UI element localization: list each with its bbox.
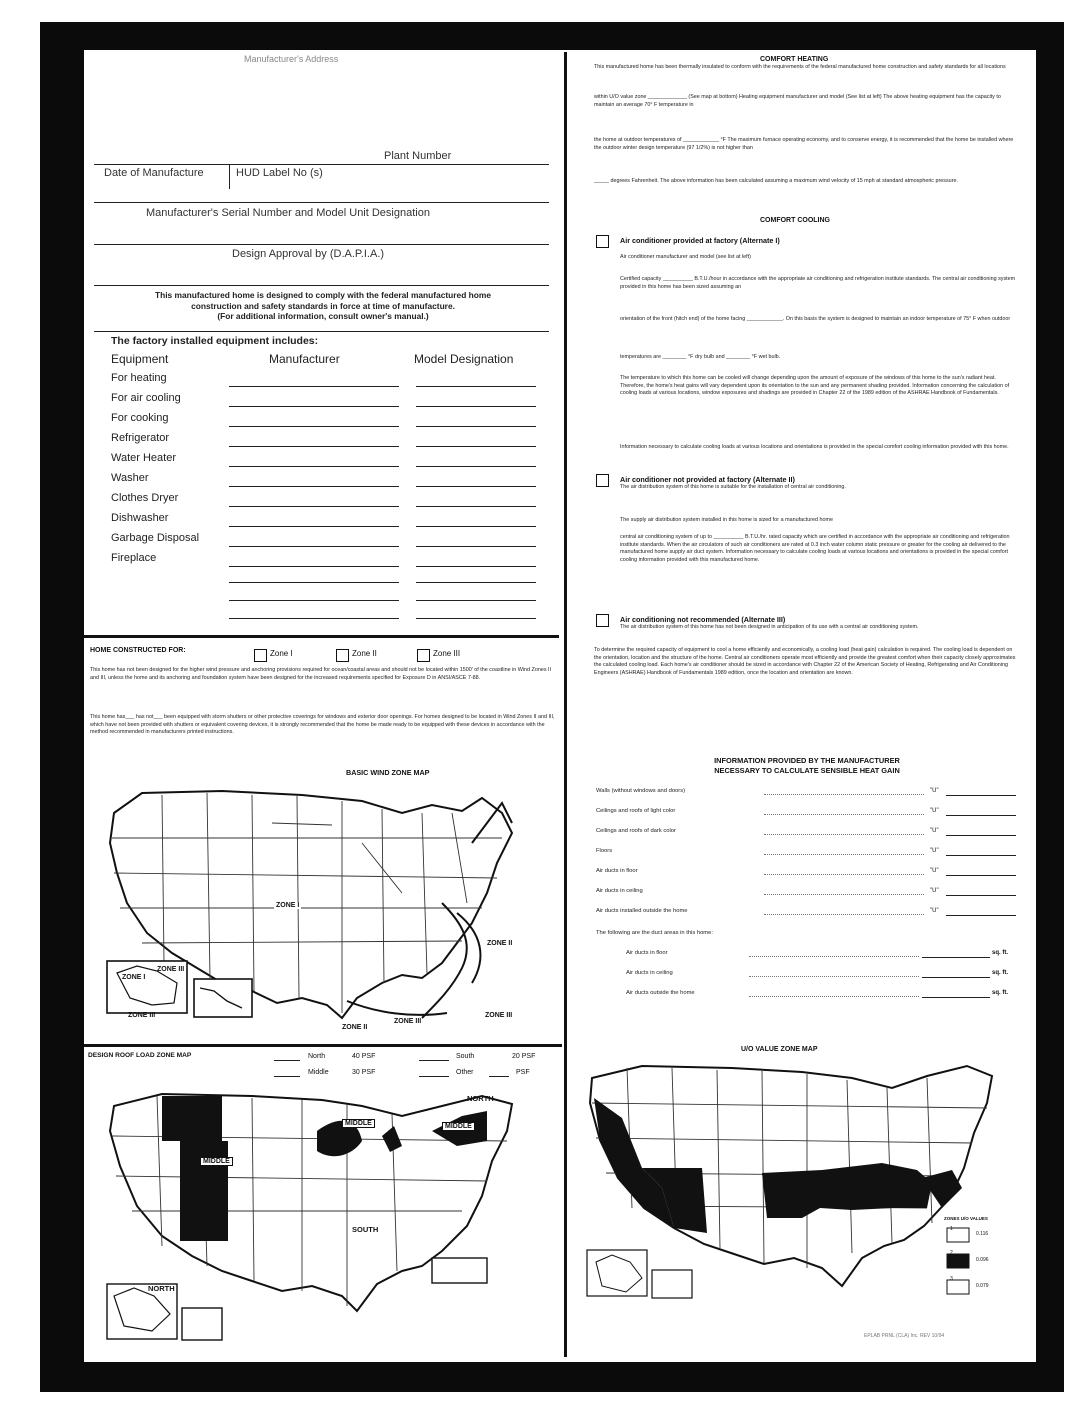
date-of-manufacture-label: Date of Manufacture — [104, 167, 204, 179]
compliance-notice — [98, 290, 548, 322]
heat-gain-row-label: Floors — [596, 848, 613, 854]
wind-paragraph-2: This home has___ has not___ been equipped with storm shutters or other protective coverings for windows and exterior door openings. For homes designed to be located in Wind Zones II and III, which have not been provided with shutters or equivalent covering devices, it is strongly recommended that the home be made ready to be equipped with these devices in accordance with the method recommended in manufacturers printed instructions. — [90, 714, 555, 736]
wind-map-title: BASIC WIND ZONE MAP — [346, 768, 430, 777]
leader-dots — [764, 854, 924, 855]
heating-paragraph-1: This manufactured home has been thermally insulated to conform with the requirements of the federal manufactured home construction and safety standards for all locations — [594, 64, 1006, 70]
design-approval-label: Design Approval by (D.A.P.I.A.) — [232, 248, 385, 260]
u-value-unit: "U" — [930, 868, 939, 874]
equipment-label: Water Heater — [111, 452, 177, 464]
manufacturer-field[interactable] — [229, 486, 399, 487]
model-designation-field[interactable] — [416, 618, 536, 619]
column-manufacturer: Manufacturer — [269, 352, 340, 366]
manufacturer-field[interactable] — [229, 566, 399, 567]
u-value-field[interactable] — [946, 875, 1016, 876]
equipment-label: For cooking — [111, 412, 169, 424]
duct-area-field[interactable] — [922, 997, 990, 998]
column-equipment: Equipment — [111, 352, 169, 366]
roof-legend-other-psf: PSF — [516, 1069, 530, 1076]
model-designation-field[interactable] — [416, 566, 536, 567]
manufacturer-field[interactable] — [229, 526, 399, 527]
uo-legend-value-1: 0.116 — [976, 1231, 989, 1237]
u-value-field[interactable] — [946, 835, 1016, 836]
zone-1-label: Zone I — [270, 649, 293, 658]
equipment-label: Refrigerator — [111, 432, 170, 444]
manufacturer-address-label: Manufacturer's Address — [244, 54, 339, 64]
model-designation-field[interactable] — [416, 526, 536, 527]
form-footer-code: EPLAB PRNL (CLA) Inc. REV 10/94 — [864, 1333, 945, 1339]
u-value-unit: "U" — [930, 808, 939, 814]
manufacturer-field[interactable] — [229, 466, 399, 467]
roof-label-south: SOUTH — [352, 1225, 379, 1234]
wind-label-hawaii: ZONE III — [128, 1012, 156, 1019]
leader-dots — [749, 956, 919, 957]
alt2-paragraph-1: The air distribution system of this home is suitable for the installation of central air conditioning. — [620, 484, 846, 490]
wind-label-alaska: ZONE I — [122, 974, 146, 981]
blank — [274, 1060, 300, 1061]
wind-label-zone-3: ZONE III — [394, 1018, 422, 1025]
notice-line: (For additional information, consult owner's manual.) — [217, 311, 429, 321]
zone-3-checkbox[interactable] — [417, 649, 430, 662]
model-designation-field[interactable] — [416, 546, 536, 547]
comfort-heating-title: COMFORT HEATING — [760, 56, 829, 63]
leader-dots — [764, 834, 924, 835]
uo-legend-title: ZONES U/O VALUES — [944, 1216, 988, 1221]
manufacturer-field[interactable] — [229, 506, 399, 507]
model-designation-field[interactable] — [416, 406, 536, 407]
equipment-label: Dishwasher — [111, 512, 169, 524]
info-title-line-1: INFORMATION PROVIDED BY THE MANUFACTURER — [714, 756, 900, 765]
section-divider — [84, 1044, 562, 1047]
zone-3-label: Zone III — [433, 649, 461, 658]
heating-paragraph-3: the home at outdoor temperatures of ____________ °F The maximum furnace operating economy, and to conserve energy, it is recommended that the home be installed where the outdoor winter design temperature (97 1/2%) is not higher than — [594, 137, 1014, 151]
alt2-paragraph-3: central air conditioning system of up to __________ B.T.U./hr. rated capacity which are certified in accordance with the appropriate air conditioning and refrigeration institute standards. When the air circulators of such air conditioners are rated at 0.3 inch water column static pressure or greater for the cooling air delivered to the manufactured home supply air duct system. Information necessary to calculate cooling loads at various locations and orientations is provided in the special comfort cooling information provided with this manufactured home. — [620, 534, 1010, 563]
heat-gain-row-label: Air ducts in ceiling — [596, 888, 643, 894]
equipment-label: Fireplace — [111, 552, 157, 564]
model-designation-field[interactable] — [416, 600, 536, 601]
model-designation-field[interactable] — [416, 466, 536, 467]
wind-label-zone-3b: ZONE III — [485, 1012, 513, 1019]
roof-load-zone-map — [102, 1086, 557, 1344]
uo-map-graphic — [582, 1058, 1022, 1308]
wind-label-zone-2: ZONE II — [487, 940, 513, 947]
u-value-unit: "U" — [930, 908, 939, 914]
wind-map-graphic — [102, 783, 560, 1038]
heat-gain-row-label: Walls (without windows and doors) — [596, 788, 686, 794]
u-value-field[interactable] — [946, 815, 1016, 816]
alternate-1-title: Air conditioner provided at factory (Alternate I) — [620, 236, 780, 245]
alt3-paragraph-2: To determine the required capacity of equipment to cool a home efficiently and economically, a cooling load (heat gain) calculation is required. The cooling load is dependent on the orientation, location and the structure of the home. Central air conditioners operate most efficiently and provide the greatest comfort when their capacity closely approximates the calculated cooling load. Each home's air conditioner should be sized in accordance with Chapter 22 of the American Society of Heating, Refrigerating and Air Conditioning Engineers (ASHRAE) Handbook of Fundamentals 1989 edition, once the location and orientation are known. — [594, 647, 1016, 676]
blank — [274, 1076, 300, 1077]
equipment-heading: The factory installed equipment includes: — [111, 335, 319, 347]
alt1-paragraph-5: The temperature to which this home can be cooled will change depending upon the amount of exposure of the windows of this home to the sun's radiant heat. Therefore, the home's heat gains will vary dependent upon its orientation to the sun and any permanent shading provided. Information concerning the calculation of cooling loads at various locations, window exposures and shadings are provided in Chapter 22 of the 1989 edition of the ASHRAE Handbook of Fundamentals. — [620, 375, 1010, 397]
serial-number-label: Manufacturer's Serial Number and Model Unit Designation — [146, 207, 430, 219]
leader-dots — [749, 976, 919, 977]
alternate-3-title: Air conditioning not recommended (Alternate III) — [620, 615, 786, 624]
duct-row-label: Air ducts in floor — [626, 950, 668, 956]
rule — [94, 202, 549, 203]
leader-dots — [764, 794, 924, 795]
wind-label-zone-2b: ZONE II — [342, 1024, 368, 1031]
u-value-field[interactable] — [946, 895, 1016, 896]
heating-paragraph-4: _____ degrees Fahrenheit. The above information has been calculated assuming a maximum wind velocity of 15 mph at standard atmospheric pressure. — [594, 178, 958, 184]
uo-legend-value-2: 0.096 — [976, 1257, 989, 1263]
leader-dots — [764, 894, 924, 895]
blank — [489, 1076, 509, 1077]
manufacturer-field[interactable] — [229, 446, 399, 447]
u-value-unit: "U" — [930, 828, 939, 834]
model-designation-field[interactable] — [416, 426, 536, 427]
roof-map-graphic — [102, 1086, 557, 1344]
equipment-label: For heating — [111, 372, 167, 384]
roof-legend-north-psf: 40 PSF — [352, 1053, 376, 1060]
data-plate-page — [84, 50, 1036, 1362]
model-designation-field[interactable] — [416, 582, 536, 583]
rule — [94, 244, 549, 245]
u-value-field[interactable] — [946, 915, 1016, 916]
manufacturer-field[interactable] — [229, 406, 399, 407]
sq-ft-unit: sq. ft. — [992, 990, 1008, 996]
model-designation-field[interactable] — [416, 386, 536, 387]
alternate-3-checkbox[interactable] — [596, 614, 609, 627]
alt1-paragraph-6: Information necessary to calculate cooling loads at various locations and orientations is provided in the special comfort cooling information provided with this home. — [620, 444, 1009, 450]
notice-line: construction and safety standards in force at time of manufacture. — [191, 300, 455, 311]
alternate-2-title: Air conditioner not provided at factory (Alternate II) — [620, 475, 795, 484]
wind-paragraph-1: This home has not been designed for the higher wind pressure and anchoring provisions required for ocean/coastal areas and should not be located within 1500' of the coastline in Wind Zones II and III, unless the home and its anchoring and foundation system have been designed for the increased requirements specified for Exposure D in ANSI/ASCE 7-88. — [90, 667, 552, 681]
manufacturer-field[interactable] — [229, 618, 399, 619]
roof-label-middle-3: MIDDLE — [200, 1157, 233, 1166]
equipment-label: Garbage Disposal — [111, 532, 200, 544]
wind-label-zone-1: ZONE I — [276, 902, 300, 909]
leader-dots — [764, 814, 924, 815]
roof-label-middle-2: MIDDLE — [442, 1122, 475, 1131]
roof-legend-other: Other — [456, 1069, 474, 1076]
alt1-paragraph-1: Air conditioner manufacturer and model (see list at left) — [620, 254, 751, 260]
u-value-field[interactable] — [946, 855, 1016, 856]
equipment-label: For air cooling — [111, 392, 181, 404]
alt3-paragraph-1: The air distribution system of this home has not been designed in anticipation of its use with a central air conditioning system. — [620, 624, 919, 630]
u-value-field[interactable] — [946, 795, 1016, 796]
u-value-unit: "U" — [930, 848, 939, 854]
alt1-paragraph-2: Certified capacity __________ B.T.U./hour in accordance with the appropriate air conditioning and refrigeration institute standards. The central air conditioning system provided in this home has been sized assuming an — [620, 276, 1016, 290]
heating-paragraph-2: within U/O value zone _____________ (See map at bottom) Heating equipment manufacturer and model (See list at left) The above heating equipment has the capacity to maintain an average 70° F temperature in — [594, 94, 1001, 108]
zone-1-checkbox[interactable] — [254, 649, 267, 662]
equipment-label: Washer — [111, 472, 149, 484]
manufacturer-field[interactable] — [229, 546, 399, 547]
roof-legend-south-psf: 20 PSF — [512, 1053, 536, 1060]
uo-legend-zone-2: 2 — [950, 1250, 953, 1256]
heat-gain-row-label: Air ducts installed outside the home — [596, 908, 688, 914]
roof-map-heading: DESIGN ROOF LOAD ZONE MAP — [88, 1052, 192, 1059]
equipment-label: Clothes Dryer — [111, 492, 179, 504]
info-title-line-2: NECESSARY TO CALCULATE SENSIBLE HEAT GAIN — [714, 765, 900, 775]
roof-legend-middle: Middle — [308, 1069, 329, 1076]
blank — [419, 1060, 449, 1061]
column-divider — [564, 52, 567, 1357]
rule — [94, 164, 549, 165]
alternate-1-checkbox[interactable] — [596, 235, 609, 248]
manufacturer-field[interactable] — [229, 600, 399, 601]
duct-row-label: Air ducts in ceiling — [626, 970, 673, 976]
notice-line: This manufactured home is designed to comply with the federal manufactured home — [155, 290, 491, 300]
roof-legend-north: North — [308, 1053, 326, 1060]
alt2-paragraph-2: The supply air distribution system installed in this home is sized for a manufactured home — [620, 517, 834, 523]
uo-map-title: U/O VALUE ZONE MAP — [741, 1046, 818, 1053]
duct-area-field[interactable] — [922, 957, 990, 958]
rule — [94, 285, 549, 286]
leader-dots — [749, 996, 919, 997]
sq-ft-unit: sq. ft. — [992, 950, 1008, 956]
column-model-designation: Model Designation — [414, 352, 514, 366]
plant-number-label: Plant Number — [384, 150, 452, 162]
model-designation-field[interactable] — [416, 446, 536, 447]
manufacturer-field[interactable] — [229, 386, 399, 387]
alt1-paragraph-3: orientation of the front (hitch end) of the home facing ____________. On this basis the system is designed to maintain an indoor temperature of 75° F when outdoor — [620, 316, 1011, 322]
roof-label-middle-1: MIDDLE — [342, 1119, 375, 1128]
model-designation-field[interactable] — [416, 486, 536, 487]
u-value-unit: "U" — [930, 888, 939, 894]
duct-area-field[interactable] — [922, 977, 990, 978]
roof-legend-south: South — [456, 1053, 475, 1060]
wind-label-zone-3c: ZONE III — [157, 966, 185, 973]
uo-legend-value-3: 0.079 — [976, 1283, 989, 1289]
alternate-2-checkbox[interactable] — [596, 474, 609, 487]
rule — [94, 331, 549, 332]
uo-legend-zone-1: 1 — [950, 1226, 953, 1232]
sq-ft-unit: sq. ft. — [992, 970, 1008, 976]
zone-2-label: Zone II — [352, 649, 377, 658]
rule — [229, 164, 230, 189]
uo-legend-zone-3: 3 — [950, 1276, 953, 1282]
duct-row-label: Air ducts outside the home — [626, 990, 695, 996]
zone-2-checkbox[interactable] — [336, 649, 349, 662]
section-divider — [84, 635, 559, 638]
duct-heading: The following are the duct areas in this home: — [596, 930, 713, 936]
hud-label-number-label: HUD Label No (s) — [236, 167, 323, 179]
uo-value-zone-map — [582, 1058, 1022, 1308]
alt1-paragraph-4: temperatures are ________ °F dry bulb and ________ °F wet bulb. — [620, 354, 781, 360]
heat-gain-row-label: Air ducts in floor — [596, 868, 638, 874]
roof-label-north: NORTH — [467, 1094, 494, 1103]
leader-dots — [764, 874, 924, 875]
model-designation-field[interactable] — [416, 506, 536, 507]
roof-legend-middle-psf: 30 PSF — [352, 1069, 376, 1076]
u-value-unit: "U" — [930, 788, 939, 794]
leader-dots — [764, 914, 924, 915]
info-title — [594, 756, 1020, 775]
home-constructed-for-label: HOME CONSTRUCTED FOR: — [90, 647, 186, 654]
roof-label-north-alaska: NORTH — [148, 1284, 175, 1293]
heat-gain-row-label: Ceilings and roofs of light color — [596, 808, 676, 814]
basic-wind-zone-map — [102, 783, 560, 1038]
manufacturer-field[interactable] — [229, 582, 399, 583]
blank — [419, 1076, 449, 1077]
manufacturer-field[interactable] — [229, 426, 399, 427]
heat-gain-row-label: Ceilings and roofs of dark color — [596, 828, 676, 834]
comfort-cooling-title: COMFORT COOLING — [760, 217, 830, 224]
